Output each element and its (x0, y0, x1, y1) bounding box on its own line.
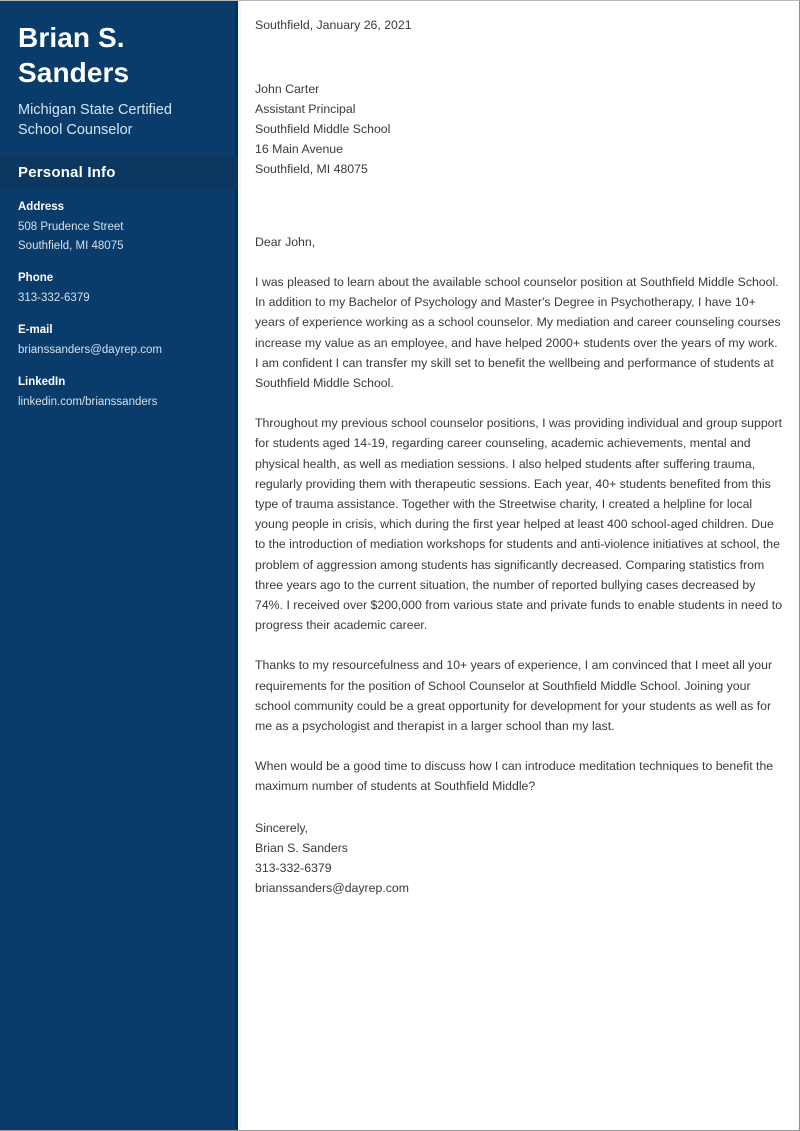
sidebar (0, 1, 238, 1131)
letter-paragraph-4: When would be a good time to discuss how I can introduce meditation techniques to benefit the maximum number of students at Southfield Middle? (255, 759, 774, 794)
info-value-email[interactable]: brianssanders@dayrep.com (18, 344, 162, 356)
candidate-name: Brian S. Sanders (18, 22, 130, 88)
info-value-linkedin[interactable]: linkedin.com/brianssanders (18, 396, 158, 408)
info-label-phone: Phone (18, 272, 54, 284)
info-group-phone (18, 270, 220, 308)
recipient-address-block (255, 79, 783, 179)
candidate-job-title: Michigan State Certified School Counselor (18, 102, 172, 138)
recipient-street: 16 Main Avenue (255, 142, 343, 156)
info-value-address-line2: Southfield, MI 48075 (18, 240, 124, 252)
letter-salutation: Dear John, (255, 235, 316, 249)
letter-signoff-block (255, 818, 783, 898)
signoff-email[interactable]: brianssanders@dayrep.com (255, 880, 409, 895)
info-label-linkedin: LinkedIn (18, 376, 66, 388)
info-group-linkedin (18, 374, 220, 412)
letter-body (255, 15, 783, 898)
info-group-address (18, 199, 220, 256)
info-value-address-line1: 508 Prudence Street (18, 221, 124, 233)
signoff-phone: 313-332-6379 (255, 860, 332, 875)
letter-paragraph-2: Throughout my previous school counselor positions, I was providing individual and group support for students aged 14-19, regarding career counseling, academic achievements, mental and physical health, as well as mediation sessions. I also helped students after suffering trauma, regularly providing them with therapeutic sessions. Each year, 40+ students benefited from this type of trauma assistance. Together with the Streetwise charity, I created a helpline for local young people in crisis, which during the first year helped at least 400 school-aged children. Due to the introduction of mediation workshops for students and anti-violence initiatives at school, the problem of aggression among students has significantly decreased. Comparing statistics from three years ago to the current situation, the number of reported bullying cases decreased by 74%. I received over $200,000 from various state and private funds to enable students in need to progress their academic career. (255, 416, 783, 633)
letter-date: Southfield, January 26, 2021 (255, 18, 412, 32)
sidebar-edge-tint (238, 1, 241, 1131)
info-value-phone: 313-332-6379 (18, 292, 90, 304)
letter-paragraph-1: I was pleased to learn about the available school counselor position at Southfield Middle School. In addition to my Bachelor of Psychology and Master's Degree in Psychotherapy, I have 10+ years of experience working as a school counselor. My mediation and career counseling courses increase my value as an employee, and have helped 2000+ students over the years of my work. I am confident I can transfer my skill set to benefit the wellbeing and performance of students at Southfield Middle School. (255, 275, 781, 391)
signoff-name: Brian S. Sanders (255, 840, 348, 855)
info-group-email (18, 322, 220, 360)
signoff-closing: Sincerely, (255, 820, 309, 835)
recipient-organization: Southfield Middle School (255, 122, 391, 136)
sidebar-header (0, 1, 235, 140)
recipient-title: Assistant Principal (255, 102, 356, 116)
info-label-address: Address (18, 201, 65, 213)
personal-info-section-header (0, 156, 238, 189)
letter-paragraph-3: Thanks to my resourcefulness and 10+ years of experience, I am convinced that I meet all your requirements for the position of School Counselor at Southfield Middle School. Joining your school community could be a great opportunity for development for your students as well as for me as a psychologist and therapist in a larger school than my last. (255, 658, 773, 734)
recipient-name: John Carter (255, 82, 320, 96)
info-label-email: E-mail (18, 324, 53, 336)
personal-info-title: Personal Info (18, 164, 116, 181)
personal-info-list (0, 199, 238, 426)
recipient-city-state-zip: Southfield, MI 48075 (255, 162, 368, 176)
